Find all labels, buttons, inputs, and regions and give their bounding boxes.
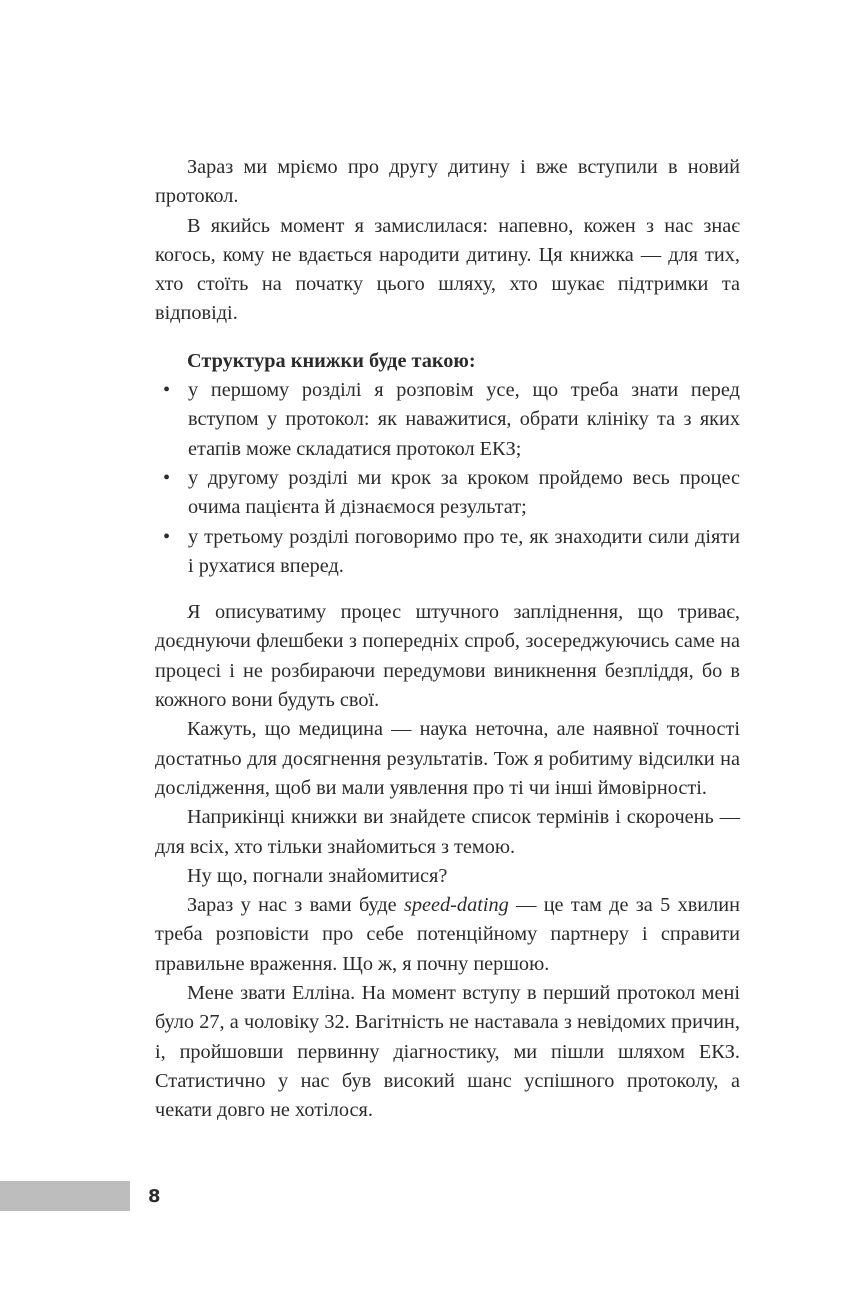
bullet-icon: • bbox=[163, 379, 171, 402]
page-footer-bar bbox=[0, 1181, 130, 1211]
list-item bbox=[155, 376, 740, 464]
paragraph: В якийсь момент я замислилася: напевно, кожен з нас знає когось, кому не вдається народити дитину. Ця книжка — для тих, хто стоїть на початку цього шляху, хто шукає підтримки та відповіді. bbox=[155, 214, 740, 325]
list-item-text: у першому розділі я розповім усе, що треба знати перед вступом у протокол: як наважитися, обрати клініку та з яких етапів може складатися протокол ЕКЗ; bbox=[188, 379, 740, 460]
paragraph: Я описуватиму процес штучного запліднення, що триває, доєднуючи флешбеки з попередніх спроб, зосереджуючись саме на процесі і не розбираючи передумови виникнення безпліддя, бо в кожного вони будуть свої. bbox=[155, 601, 740, 712]
page-number: 8 bbox=[148, 1186, 161, 1207]
paragraph: Наприкінці книжки ви знайдете список термінів і скорочень — для всіх, хто тільки знайомиться з темою. bbox=[155, 806, 740, 858]
paragraph: Зараз ми мріємо про другу дитину і вже вступили в новий протокол. bbox=[155, 156, 740, 208]
paragraph-speed-dating bbox=[155, 891, 740, 979]
text-fragment: — це там де за 5 хвилин треба розповісти про себе потенційному партнеру і справити правильне враження. Що ж, я почну першою. bbox=[155, 894, 740, 975]
list-item bbox=[155, 464, 740, 523]
list-item bbox=[155, 523, 740, 582]
page-body bbox=[155, 153, 740, 1126]
paragraph: Ну що, погнали знайомитися? bbox=[187, 864, 448, 887]
paragraph: Кажуть, що медицина — наука неточна, але наявної точності достатньо для досягнення результатів. Тож я робитиму відсилки на дослідження, щоб ви мали уявлення про ті чи інші ймовірності. bbox=[155, 718, 740, 799]
bullet-icon: • bbox=[163, 525, 171, 548]
paragraph: Мене звати Елліна. На момент вступу в перший протокол мені було 27, а чоловіку 32. Вагітність не наставала з невідомих причин, і, пройшовши первинну діагностику, ми пішли шляхом ЕКЗ. Статистично у нас був високий шанс успішного протоколу, а чекати довго не хотілося. bbox=[155, 982, 740, 1122]
text-fragment: Зараз у нас з вами буде bbox=[187, 894, 404, 917]
structure-heading: Структура книжки буде такою: bbox=[187, 349, 476, 372]
structure-list bbox=[155, 376, 740, 581]
list-item-text: у третьому розділі поговоримо про те, як знаходити сили діяти і рухатися вперед. bbox=[188, 525, 740, 577]
list-item-text: у другому розділі ми крок за кроком пройдемо весь процес очима пацієнта й дізнаємося результат; bbox=[188, 466, 740, 519]
bullet-icon: • bbox=[163, 466, 171, 489]
italic-term: speed-dating bbox=[404, 894, 509, 917]
